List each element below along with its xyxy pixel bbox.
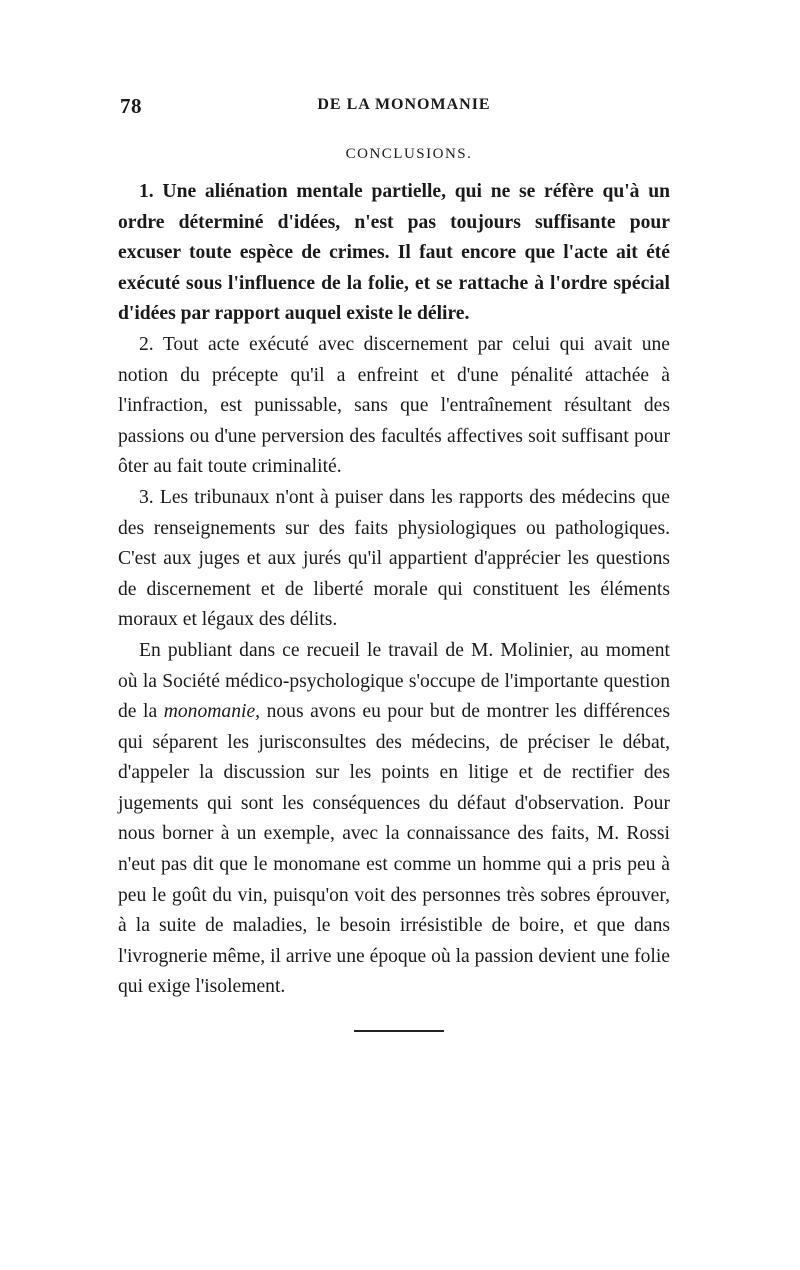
conclusion-3: 3. Les tribunaux n'ont à puiser dans les rapports des médecins que des renseignements sur des faits physiologiques ou pathologiques. C'est aux juges et aux jurés qu'il appartient d'apprécier les questions de discernement et de liberté morale qui constituent les éléments moraux et légaux des délits. [118,486,670,631]
conclusion-2: 2. Tout acte exécuté avec discernement par celui qui avait une notion du précepte qu'il a enfreint et d'une pénalité attachée à l'infraction, est punissable, sans que l'entraînement résultant des passions ou d'une perversion des facultés affectives soit suffisant pour ôter au fait toute criminalité. [118,333,670,478]
running-head [118,92,670,122]
section-heading: CONCLUSIONS. [345,146,473,162]
running-title: DE LA MONOMANIE [317,96,491,113]
closing-paragraph [118,636,670,1003]
book-page [118,92,670,1003]
page-number: 78 [120,94,142,118]
closing-paragraph-part-1: En publiant dans ce recueil le travail de M. Molinier, au moment où la Société médico-psychologique s'occupe de l'importante question de la [118,639,670,723]
italic-term: monomanie [163,701,256,723]
conclusion-1: 1. Une aliénation mentale partielle, qui ne se réfère qu'à un ordre déterminé d'idées, n'est pas toujours suffisante pour excuser toute espèce de crimes. Il faut encore que l'acte ait été exécuté sous l'influence de la folie, et se rattache à l'ordre spécial d'idées par rapport auquel existe le délire. [118,181,670,325]
body-text [118,177,670,1003]
end-rule [354,1030,444,1032]
closing-paragraph-part-2: , nous avons eu pour but de montrer les différences qui séparent les jurisconsultes des médecins, de préciser le débat, d'appeler la discussion sur les points en litige et de rectifier des jugements qui sont les conséquences du défaut d'observation. Pour nous borner à un exemple, avec la connaissance des faits, M. Rossi n'eut pas dit que le monomane est comme un homme qui a pris peu à peu le goût du vin, puisqu'on voit des personnes très sobres éprouver, à la suite de maladies, le besoin irrésistible de boire, et que dans l'ivrognerie même, il arrive une époque où la passion devient une folie qui exige l'isolement. [118,701,670,998]
